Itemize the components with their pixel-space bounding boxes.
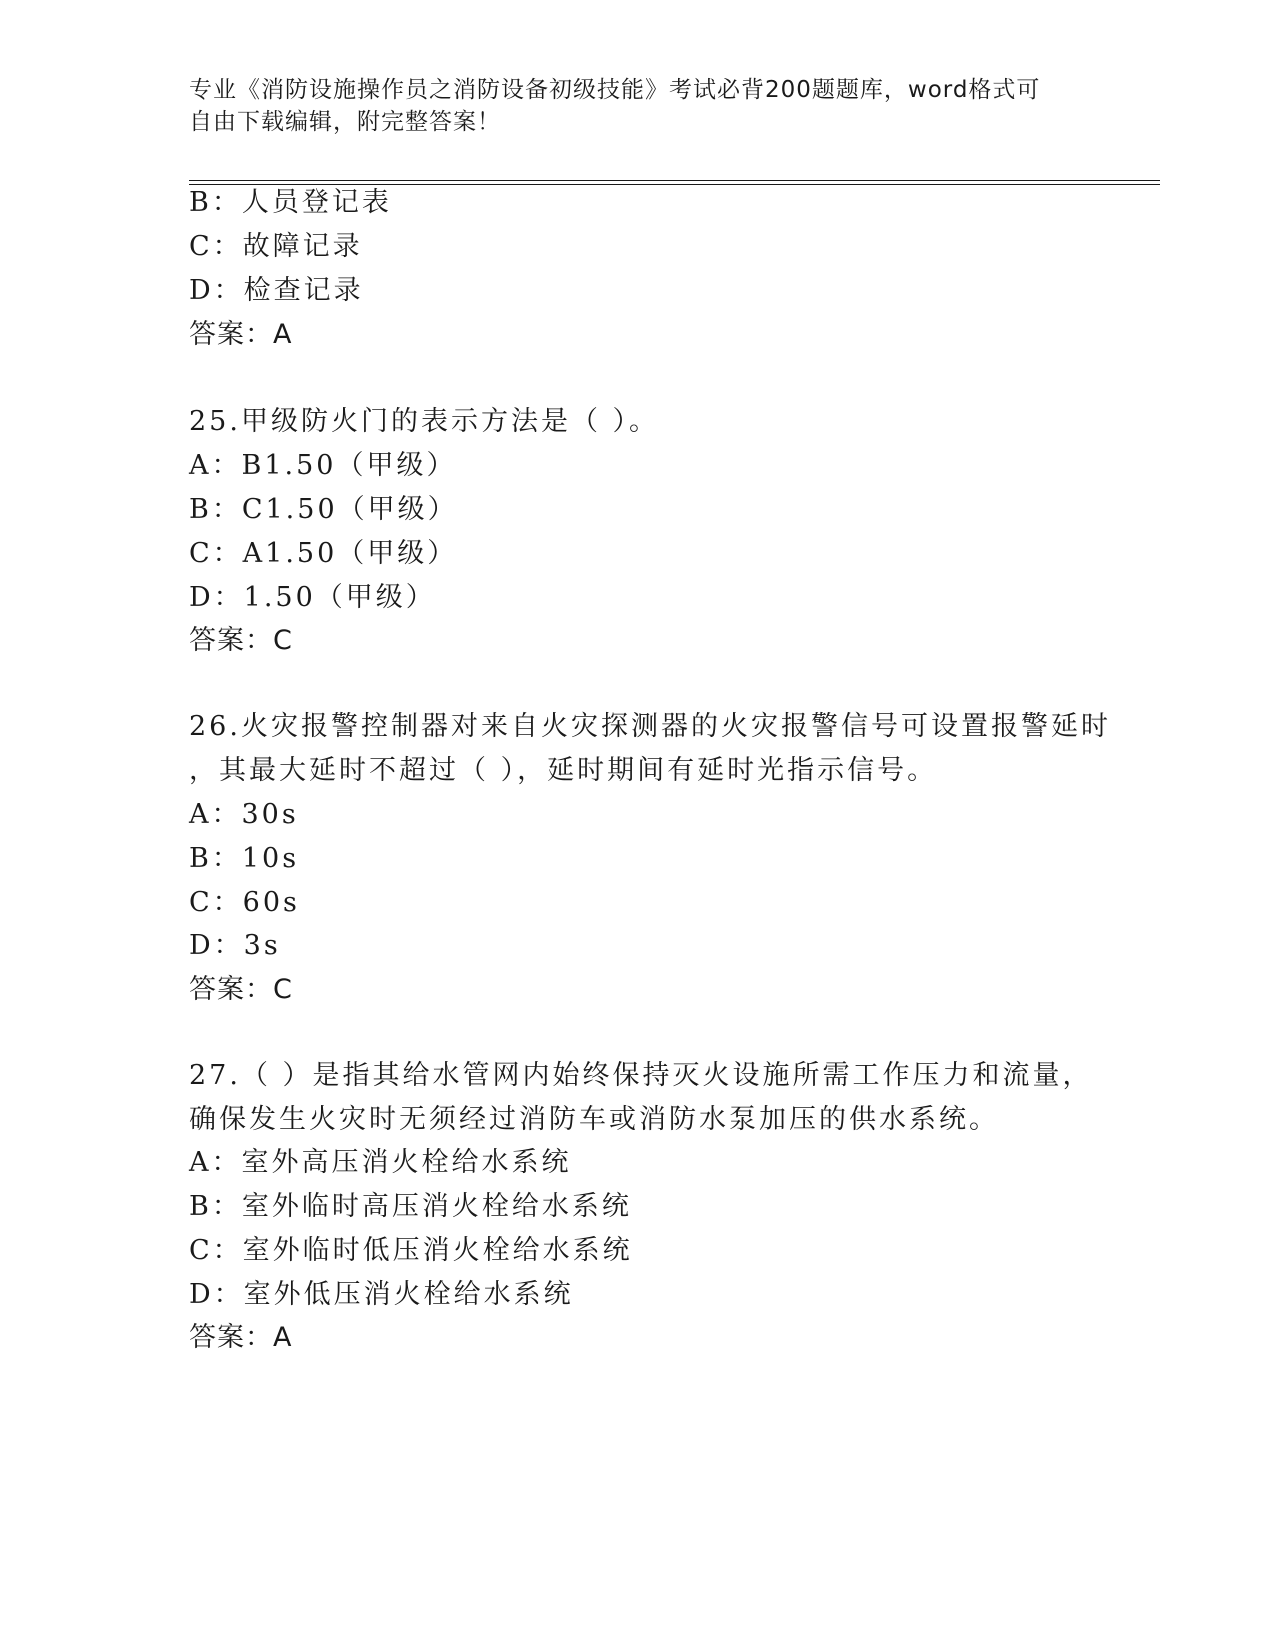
prev-option-d: D：检查记录 (189, 275, 364, 306)
q26-option-b: B：10s (189, 843, 300, 874)
q27-stem-line-2: 确保发生火灾时无须经过消防车或消防水泵加压的供水系统。 (189, 1104, 999, 1135)
q27-stem-line-1: 27.（ ）是指其给水管网内始终保持灭火设施所需工作压力和流量， (189, 1060, 1093, 1091)
q27-option-c: C：室外临时低压消火栓给水系统 (189, 1235, 633, 1266)
q25-option-c: C：A1.50（甲级） (189, 538, 458, 569)
q26-option-a: A：30s (189, 799, 299, 830)
q25-answer: 答案：C (189, 625, 293, 656)
header-rule-bottom (189, 184, 1160, 185)
q25-option-b: B：C1.50（甲级） (189, 494, 458, 525)
q25-option-d: D：1.50（甲级） (189, 582, 436, 613)
q27-option-a: A：室外高压消火栓给水系统 (189, 1147, 572, 1178)
q27-answer: 答案：A (189, 1322, 293, 1353)
q27-option-b: B：室外临时高压消火栓给水系统 (189, 1191, 632, 1222)
prev-option-b: B：人员登记表 (189, 187, 392, 218)
prev-option-c: C：故障记录 (189, 231, 363, 262)
document-header (189, 74, 1069, 138)
q26-option-c: C：60s (189, 887, 300, 918)
q26-stem-line-2: ，其最大延时不超过（ ），延时期间有延时光指示信号。 (189, 755, 938, 786)
q26-option-d: D：3s (189, 930, 281, 961)
header-line-1: 专业《消防设施操作员之消防设备初级技能》考试必背200题题库，word格式可 (189, 77, 1041, 103)
q26-stem-line-1: 26.火灾报警控制器对来自火灾探测器的火灾报警信号可设置报警延时 (189, 711, 1111, 742)
prev-answer: 答案：A (189, 319, 293, 350)
header-line-2: 自由下载编辑，附完整答案！ (189, 109, 501, 135)
q25-stem: 25.甲级防火门的表示方法是（ ）。 (189, 406, 660, 437)
q27-option-d: D：室外低压消火栓给水系统 (189, 1279, 574, 1310)
q26-answer: 答案：C (189, 974, 293, 1005)
q25-option-a: A：B1.50（甲级） (189, 450, 457, 481)
header-rule-top (189, 180, 1160, 181)
